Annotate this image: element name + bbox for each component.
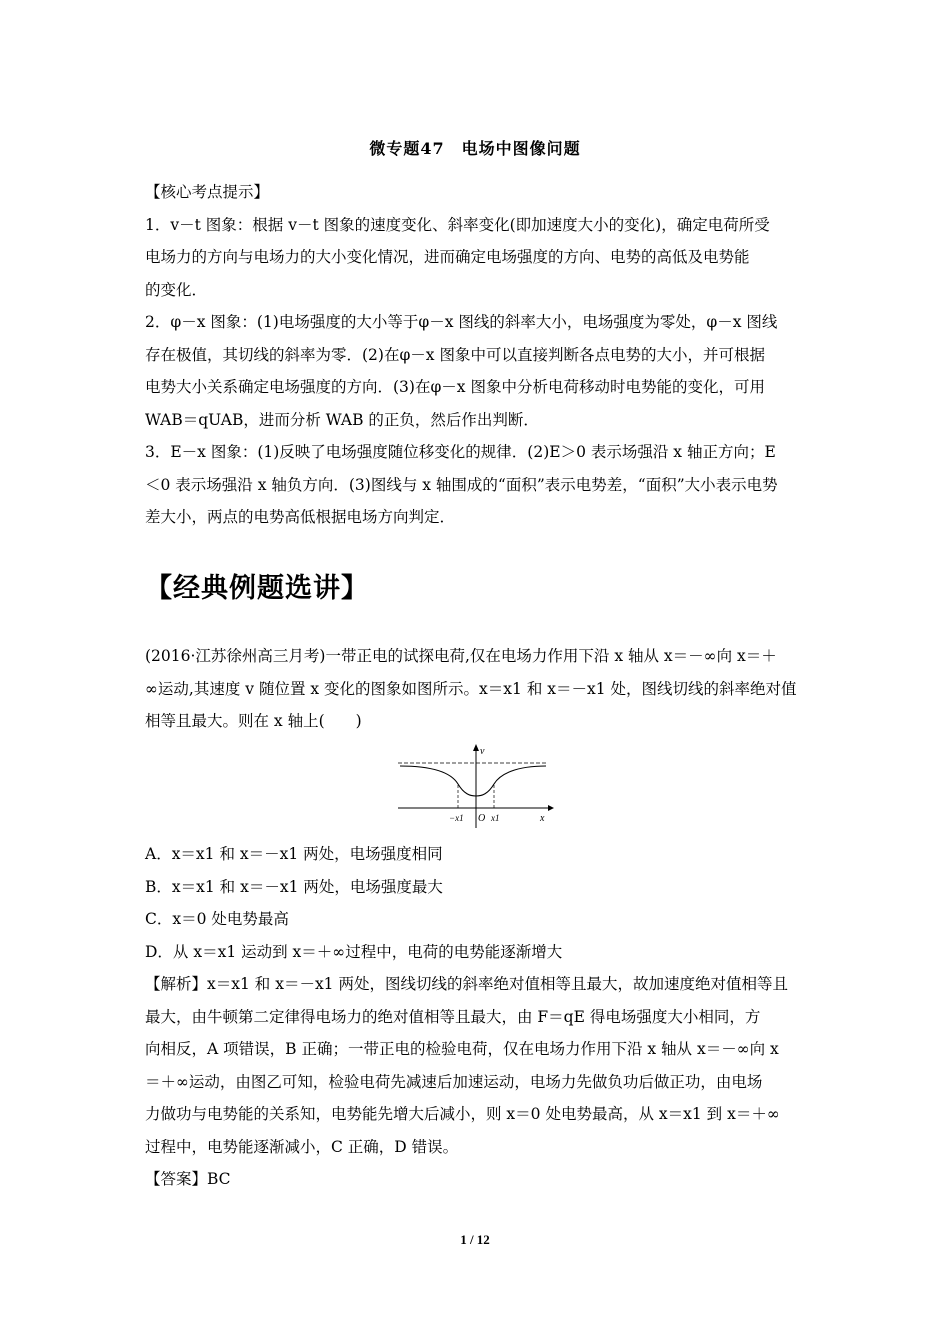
core-points-heading: 【核心考点提示】 <box>145 183 270 201</box>
point-3-line-3: 差大小，两点的电势高低根据电场方向判定． <box>145 508 456 526</box>
option-d: D．从 x＝x1 运动到 x＝＋∞过程中，电荷的电势能逐渐增大 <box>145 942 563 961</box>
option-b: B．x＝x1 和 x＝－x1 两处，电场强度最大 <box>145 877 443 896</box>
analysis-line-5: 力做功与电势能的关系知，电势能先增大后减小，则 x＝0 处电势最高，从 x＝x1 到 x＝＋∞ <box>145 1105 780 1123</box>
question-line-2: ∞运动,其速度 v 随位置 x 变化的图象如图所示。x＝x1 和 x＝－x1 处，图线切线的斜率绝对值 <box>145 679 797 698</box>
y-axis-arrow <box>473 744 479 751</box>
analysis-line-1: 【解析】x＝x1 和 x＝－x1 两处，图线切线的斜率绝对值相等且最大，故加速度绝对值相等且 <box>145 975 788 993</box>
velocity-position-graph <box>396 742 556 830</box>
analysis-line-4: ＝＋∞运动，由图乙可知，检验电荷先减速后加速运动，电场力先做负功后做正功，由电场 <box>145 1072 763 1091</box>
section-heading: 【经典例题选讲】 <box>145 573 369 604</box>
neg-x1-label: −x1 <box>449 813 464 823</box>
question-line-1: (2016·江苏徐州高三月考)一带正电的试探电荷,仅在电场力作用下沿 x 轴从 x＝－∞向 x＝＋ <box>145 647 777 665</box>
point-3-line-1: 3．E－x 图象：(1)反映了电场强度随位移变化的规律．(2)E＞0 表示场强沿 x 轴正方向；E <box>145 443 776 461</box>
pos-x1-label: x1 <box>491 813 500 823</box>
analysis-line-2: 最大，由牛顿第二定律得电场力的绝对值相等且最大，由 F＝qE 得电场强度大小相同，方 <box>145 1007 761 1026</box>
point-3-line-2: ＜0 表示场强沿 x 轴负方向．(3)图线与 x 轴围成的“面积”表示电势差，“面积”大小表示电势 <box>145 475 778 494</box>
question-line-3: 相等且最大。则在 x 轴上( ) <box>145 712 362 730</box>
velocity-curve <box>400 766 546 796</box>
point-2-line-2: 存在极值，其切线的斜率为零．(2)在φ－x 图象中可以直接判断各点电势的大小，并可根据 <box>145 345 765 364</box>
page-title: 微专题47 电场中图像问题 <box>369 139 581 158</box>
point-2-line-3: 电势大小关系确定电场强度的方向．(3)在φ－x 图象中分析电荷移动时电势能的变化，可用 <box>145 378 765 396</box>
page-number: 1 / 12 <box>460 1232 490 1247</box>
y-axis-label: v <box>480 746 485 757</box>
analysis-line-6: 过程中，电势能逐渐减小，C 正确，D 错误。 <box>145 1137 459 1156</box>
point-2-line-4: WAB＝qUAB，进而分析 WAB 的正负，然后作出判断． <box>145 410 539 429</box>
analysis-line-3: 向相反，A 项错误，B 正确；一带正电的检验电荷，仅在电场力作用下沿 x 轴从 x＝－∞向 x <box>145 1040 779 1058</box>
point-1-line-3: 的变化． <box>145 280 208 299</box>
option-a: A．x＝x1 和 x＝－x1 两处，电场强度相同 <box>145 845 443 863</box>
answer: 【答案】BC <box>145 1170 231 1188</box>
option-c: C．x＝0 处电势最高 <box>145 910 289 928</box>
core-points-section <box>145 176 810 534</box>
origin-label: O <box>478 813 486 824</box>
point-2-line-1: 2．φ－x 图象：(1)电场强度的大小等于φ－x 图线的斜率大小，电场强度为零处，φ－x 图线 <box>145 313 778 331</box>
question-stem <box>145 640 810 738</box>
point-1-line-2: 电场力的方向与电场力的大小变化情况，进而确定电场强度的方向、电势的高低及电势能 <box>145 248 750 266</box>
options-list <box>145 838 810 1196</box>
point-1-line-1: 1．v－t 图象：根据 v－t 图象的速度变化、斜率变化(即加速度大小的变化)，确定电荷所受 <box>145 215 770 234</box>
x-axis-arrow <box>548 805 554 811</box>
x-axis-label: x <box>540 813 545 824</box>
